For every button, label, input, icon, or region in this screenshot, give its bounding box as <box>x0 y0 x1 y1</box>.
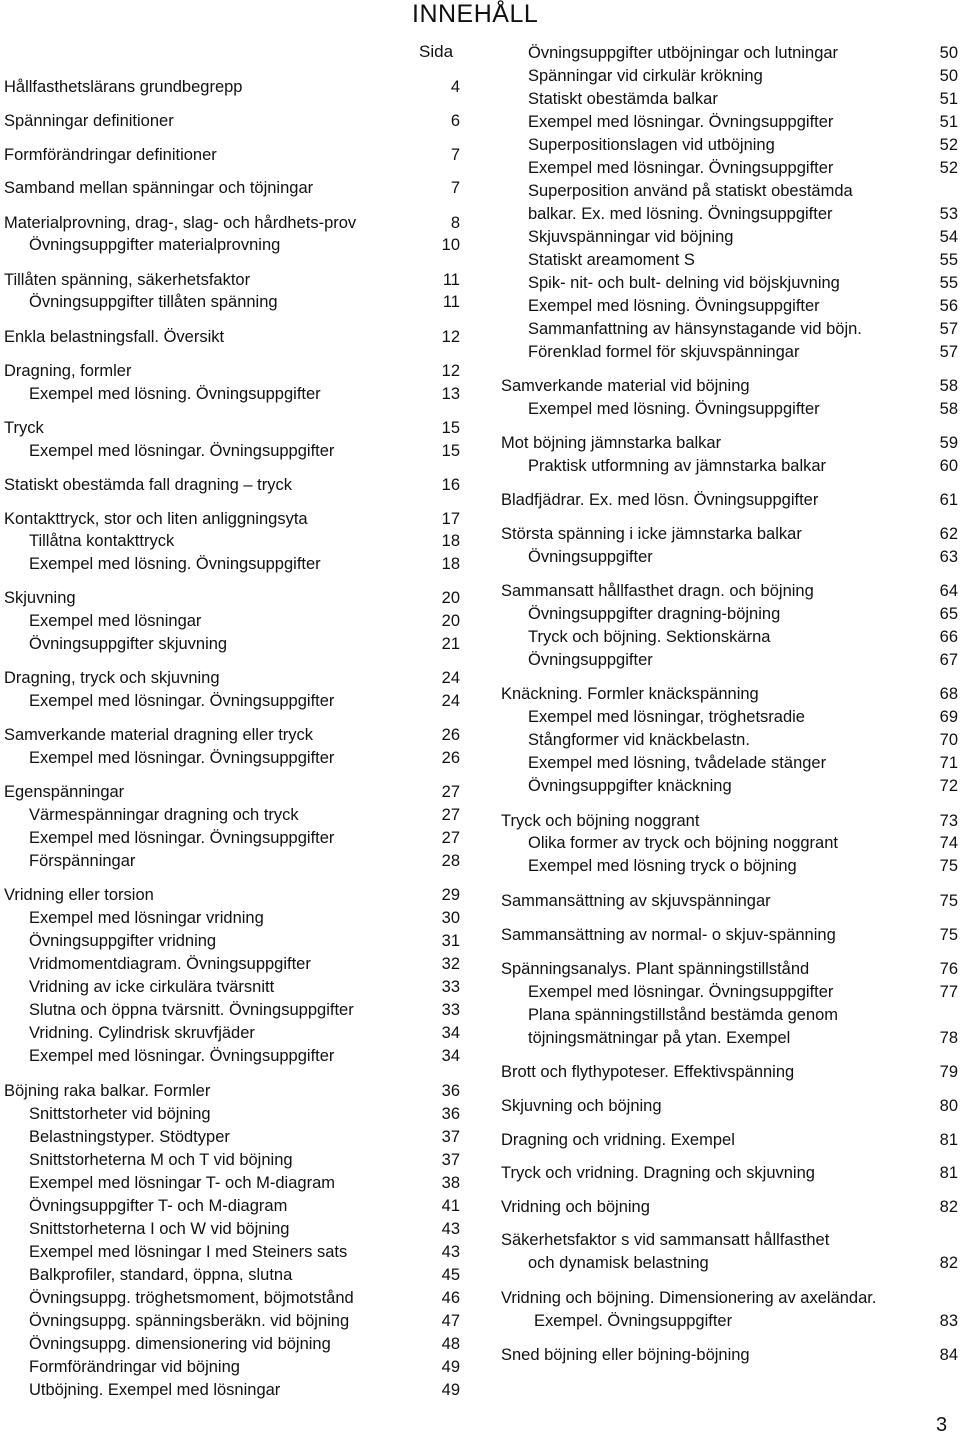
toc-entry-page: 45 <box>441 1266 460 1284</box>
toc-entry <box>0 748 334 768</box>
toc-entry-page: 17 <box>441 510 460 528</box>
toc-entry-title: Skjuvspänningar vid böjning <box>528 228 734 246</box>
toc-entry-title: Tryck och böjning. Sektionskärna <box>528 628 771 646</box>
toc-entry <box>500 1253 709 1273</box>
toc-entry-page: 13 <box>441 385 460 403</box>
toc-entry <box>500 66 763 86</box>
toc-entry-page: 63 <box>939 548 958 566</box>
toc-entry-page: 11 <box>442 293 460 311</box>
page-title: INNEHÅLL <box>412 0 539 28</box>
toc-entry-page: 37 <box>441 1128 460 1146</box>
toc-entry-title: Exempel med lösningar. Övningsuppgifter <box>29 442 335 460</box>
toc-entry <box>0 1311 349 1331</box>
toc-entry-page: 43 <box>441 1243 460 1261</box>
toc-entry-title: Superposition använd på statiskt obestämda <box>528 182 853 200</box>
toc-entry-title: Säkerhetsfaktor s vid sammansatt hållfasthet <box>501 1231 830 1249</box>
toc-entry <box>500 1288 876 1308</box>
toc-entry <box>0 554 321 574</box>
toc-entry <box>0 1357 240 1377</box>
toc-entry <box>500 319 862 339</box>
toc-entry-page: 38 <box>441 1174 460 1192</box>
toc-entry <box>0 1265 292 1285</box>
toc-entry <box>0 178 313 198</box>
toc-entry-title: Enkla belastningsfall. Översikt <box>4 328 225 346</box>
toc-entry-title: Övningsuppgifter vridning <box>29 932 217 950</box>
toc-entry <box>500 204 833 224</box>
toc-entry <box>0 145 217 165</box>
toc-entry-title: Knäckning. Formler knäckspänning <box>501 685 759 703</box>
toc-entry <box>500 376 750 396</box>
toc-entry-title: Plana spänningstillstånd bestämda genom <box>528 1006 839 1024</box>
toc-entry-title: Mot böjning jämnstarka balkar <box>501 434 722 452</box>
toc-entry <box>500 1130 735 1150</box>
toc-entry-title: Övningsuppgifter <box>528 548 653 566</box>
toc-entry-page: 58 <box>939 377 958 395</box>
toc-entry-title: Dragning och vridning. Exempel <box>501 1131 735 1149</box>
toc-entry <box>0 441 334 461</box>
toc-entry-title: och dynamisk belastning <box>528 1254 709 1272</box>
toc-entry-title: Bladfjädrar. Ex. med lösn. Övningsuppgifter <box>501 491 819 509</box>
toc-entry-page: 49 <box>441 1358 460 1376</box>
toc-entry-title: Exempel med lösningar. Övningsuppgifter <box>528 113 834 131</box>
toc-entry-page: 15 <box>441 419 460 437</box>
toc-entry-page: 64 <box>939 582 958 600</box>
toc-entry-title: Exempel med lösningar. Övningsuppgifter <box>29 749 335 767</box>
toc-entry-title: Förenklad formel för skjuvspänningar <box>528 343 800 361</box>
toc-entry-page: 73 <box>939 812 958 830</box>
toc-entry-title: Slutna och öppna tvärsnitt. Övningsuppgifter <box>29 1001 354 1019</box>
toc-entry-title: Tillåten spänning, säkerhetsfaktor <box>4 271 251 289</box>
toc-entry-page: 55 <box>939 251 958 269</box>
toc-entry-page: 79 <box>939 1063 958 1081</box>
toc-entry-title: Exempel med lösningar. Övningsuppgifter <box>29 692 335 710</box>
toc-entry <box>500 891 771 911</box>
toc-entry-title: Praktisk utformning av jämnstarka balkar <box>528 457 827 475</box>
toc-entry <box>0 1219 289 1239</box>
toc-entry-title: Övningsuppgifter <box>528 651 653 669</box>
toc-entry <box>500 433 721 453</box>
toc-entry <box>0 1150 293 1170</box>
toc-entry-title: Olika former av tryck och böjning noggrant <box>528 834 838 852</box>
toc-entry-page: 4 <box>450 78 460 96</box>
toc-entry <box>500 399 820 419</box>
toc-entry-page: 6 <box>450 112 460 130</box>
toc-entry <box>500 490 818 510</box>
toc-entry-page: 50 <box>939 44 958 62</box>
toc-entry <box>0 611 201 631</box>
toc-entry <box>500 925 836 945</box>
toc-entry-title: Övningsuppg. tröghetsmoment, böjmotstånd <box>29 1289 354 1307</box>
toc-entry-page: 70 <box>939 731 958 749</box>
toc-entry-page: 75 <box>939 857 958 875</box>
toc-entry <box>0 1104 211 1124</box>
toc-entry-title: Tillåtna kontakttryck <box>29 532 175 550</box>
toc-entry-title: Formförändringar definitioner <box>4 146 217 164</box>
toc-entry <box>0 1334 331 1354</box>
toc-entry <box>0 270 250 290</box>
toc-entry <box>500 684 759 704</box>
toc-entry <box>0 213 356 233</box>
toc-entry <box>0 668 220 688</box>
toc-entry-title: Vridning eller torsion <box>4 886 154 904</box>
toc-entry-page: 28 <box>441 852 460 870</box>
toc-entry-title: Sammansättning av normal- o skjuv-spänning <box>501 926 836 944</box>
toc-entry-title: Spänningsanalys. Plant spänningstillstånd <box>501 960 810 978</box>
toc-entry-title: Exempel med lösning. Övningsuppgifter <box>528 297 820 315</box>
toc-entry-title: Skjuvning och böjning <box>501 1097 662 1115</box>
toc-entry <box>0 1173 335 1193</box>
toc-entry <box>500 627 770 647</box>
toc-entry-page: 27 <box>441 783 460 801</box>
toc-entry <box>500 982 833 1002</box>
toc-entry-page: 78 <box>939 1029 958 1047</box>
toc-entry <box>500 1028 790 1048</box>
toc-entry-title: Exempel med lösning, tvådelade stänger <box>528 754 827 772</box>
toc-entry <box>0 235 280 255</box>
toc-entry-title: Sammansatt hållfasthet dragn. och böjning <box>501 582 814 600</box>
toc-entry <box>0 1000 354 1020</box>
toc-entry-page: 7 <box>450 146 460 164</box>
toc-entry <box>500 753 826 773</box>
toc-entry-title: Utböjning. Exempel med lösningar <box>29 1381 281 1399</box>
toc-entry <box>500 707 805 727</box>
toc-entry-title: Sammanfattning av hänsynstagande vid böjn. <box>528 320 862 338</box>
toc-entry <box>500 273 840 293</box>
toc-entry-page: 18 <box>441 555 460 573</box>
toc-entry-page: 84 <box>939 1346 958 1364</box>
toc-entry-page: 12 <box>441 362 460 380</box>
toc-entry-page: 74 <box>939 834 958 852</box>
toc-entry-title: Exempel med lösningar T- och M-diagram <box>29 1174 335 1192</box>
toc-entry-page: 18 <box>441 532 460 550</box>
toc-entry-page: 24 <box>441 669 460 687</box>
toc-entry-page: 82 <box>939 1254 958 1272</box>
toc-entry-page: 20 <box>441 589 460 607</box>
toc-entry-title: Värmespänningar dragning och tryck <box>29 806 299 824</box>
toc-entry <box>0 111 174 131</box>
toc-entry <box>0 1127 230 1147</box>
toc-entry <box>500 181 853 201</box>
toc-entry <box>500 856 797 876</box>
toc-entry-page: 82 <box>939 1198 958 1216</box>
toc-entry-page: 76 <box>939 960 958 978</box>
toc-entry-title: Vridning. Cylindrisk skruvfjäder <box>29 1024 255 1042</box>
toc-entry-title: Hållfasthetslärans grundbegrepp <box>4 78 243 96</box>
toc-entry-page: 27 <box>441 829 460 847</box>
toc-entry-title: Övningsuppgifter tillåten spänning <box>29 293 278 311</box>
toc-entry-title: Samband mellan spänningar och töjningar <box>4 179 314 197</box>
toc-entry-title: Övningsuppg. dimensionering vid böjning <box>29 1335 331 1353</box>
toc-entry-title: Exempel med lösningar. Övningsuppgifter <box>29 1047 335 1065</box>
toc-entry <box>500 959 809 979</box>
toc-entry-title: Vridning av icke cirkulära tvärsnitt <box>29 978 275 996</box>
page-column-header: Sida <box>419 42 454 61</box>
toc-entry-page: 33 <box>441 978 460 996</box>
toc-entry <box>500 296 820 316</box>
toc-entry <box>500 1311 732 1331</box>
toc-entry <box>0 1023 255 1043</box>
toc-entry-title: Stångformer vid knäckbelastn. <box>528 731 750 749</box>
toc-entry <box>0 805 299 825</box>
toc-entry <box>500 730 750 750</box>
toc-entry <box>0 782 124 802</box>
toc-entry <box>500 650 653 670</box>
toc-entry-page: 83 <box>939 1312 958 1330</box>
toc-entry <box>0 851 135 871</box>
toc-entry <box>0 691 334 711</box>
toc-entry-page: 43 <box>441 1220 460 1238</box>
toc-entry <box>500 811 699 831</box>
toc-entry-page: 29 <box>441 886 460 904</box>
toc-entry-title: Samverkande material vid böjning <box>501 377 750 395</box>
toc-entry-title: Övningsuppg. spänningsberäkn. vid böjning <box>29 1312 350 1330</box>
toc-entry-title: Vridning och böjning. Dimensionering av axeländar. <box>501 1289 877 1307</box>
toc-entry-page: 62 <box>939 525 958 543</box>
toc-entry <box>0 327 224 347</box>
toc-entry-title: Spänningar vid cirkulär krökning <box>528 67 763 85</box>
toc-entry-page: 65 <box>939 605 958 623</box>
toc-entry-title: Exempel med lösningar <box>29 612 202 630</box>
toc-entry-title: Exempel med lösning. Övningsuppgifter <box>528 400 820 418</box>
toc-entry-title: Spik- nit- och bult- delning vid böjskjuvning <box>528 274 840 292</box>
toc-entry-page: 57 <box>939 320 958 338</box>
toc-entry <box>500 1062 794 1082</box>
toc-entry-page: 80 <box>939 1097 958 1115</box>
toc-entry-page: 71 <box>939 754 958 772</box>
toc-entry-page: 46 <box>441 1289 460 1307</box>
toc-entry-page: 57 <box>939 343 958 361</box>
toc-entry <box>500 1005 838 1025</box>
toc-entry-title: Brott och flythypoteser. Effektivspänning <box>501 1063 795 1081</box>
toc-entry <box>0 1081 210 1101</box>
toc-entry-title: Materialprovning, drag-, slag- och hårdhets-prov <box>4 214 357 232</box>
toc-entry-title: Böjning raka balkar. Formler <box>4 1082 211 1100</box>
toc-entry-page: 59 <box>939 434 958 452</box>
toc-entry <box>0 361 131 381</box>
toc-entry-page: 53 <box>939 205 958 223</box>
toc-entry-page: 36 <box>441 1082 460 1100</box>
toc-entry-page: 12 <box>441 328 460 346</box>
toc-entry <box>500 604 780 624</box>
toc-entry-page: 61 <box>939 491 958 509</box>
toc-entry <box>500 89 718 109</box>
toc-entry-title: Största spänning i icke jämnstarka balkar <box>501 525 802 543</box>
toc-entry <box>0 828 334 848</box>
toc-entry-title: Egenspänningar <box>4 783 125 801</box>
toc-entry-page: 47 <box>441 1312 460 1330</box>
toc-entry <box>0 977 274 997</box>
toc-entry <box>0 384 321 404</box>
toc-entry-title: Statiskt areamoment S <box>528 251 695 269</box>
toc-entry-title: Exempel med lösningar. Övningsuppgifter <box>528 159 834 177</box>
toc-entry <box>0 531 174 551</box>
toc-entry-title: Exempel med lösningar. Övningsuppgifter <box>528 983 834 1001</box>
toc-entry <box>0 885 154 905</box>
toc-entry-page: 34 <box>441 1024 460 1042</box>
toc-entry <box>500 1230 829 1250</box>
toc-entry-page: 32 <box>441 955 460 973</box>
toc-entry-page: 24 <box>441 692 460 710</box>
toc-entry <box>500 158 833 178</box>
toc-entry-page: 67 <box>939 651 958 669</box>
toc-entry-title: Superpositionslagen vid utböjning <box>528 136 775 154</box>
toc-entry-page: 51 <box>939 113 958 131</box>
toc-entry <box>500 112 833 132</box>
toc-entry <box>0 292 278 312</box>
toc-entry <box>500 43 838 63</box>
toc-entry <box>0 1196 287 1216</box>
toc-entry-page: 33 <box>441 1001 460 1019</box>
toc-entry-page: 8 <box>450 214 460 232</box>
toc-entry-page: 21 <box>441 635 460 653</box>
toc-entry <box>500 524 802 544</box>
toc-entry-page: 54 <box>939 228 958 246</box>
toc-entry-title: Tryck <box>4 419 44 437</box>
toc-entry-title: Exempel med lösningar. Övningsuppgifter <box>29 829 335 847</box>
toc-entry-page: 81 <box>939 1164 958 1182</box>
toc-entry <box>0 418 44 438</box>
toc-entry-title: Balkprofiler, standard, öppna, slutna <box>29 1266 293 1284</box>
toc-entry <box>500 547 653 567</box>
toc-entry-page: 15 <box>441 442 460 460</box>
toc-entry-page: 26 <box>441 749 460 767</box>
toc-entry-page: 10 <box>441 236 460 254</box>
toc-entry-page: 52 <box>939 136 958 154</box>
toc-entry-title: Vridmomentdiagram. Övningsuppgifter <box>29 955 311 973</box>
toc-entry <box>0 634 227 654</box>
toc-entry-title: Formförändringar vid böjning <box>29 1358 240 1376</box>
toc-entry-title: balkar. Ex. med lösning. Övningsuppgifter <box>528 205 833 223</box>
toc-entry-title: Snittstorheter vid böjning <box>29 1105 211 1123</box>
toc-entry-page: 20 <box>441 612 460 630</box>
toc-entry-title: Snittstorheterna I och W vid böjning <box>29 1220 290 1238</box>
toc-entry-title: Övningsuppgifter knäckning <box>528 777 732 795</box>
toc-entry-title: Dragning, tryck och skjuvning <box>4 669 220 687</box>
toc-entry-page: 26 <box>441 726 460 744</box>
toc-entry <box>500 776 732 796</box>
toc-entry-page: 55 <box>939 274 958 292</box>
toc-entry-title: Belastningstyper. Stödtyper <box>29 1128 230 1146</box>
toc-entry <box>0 1288 354 1308</box>
toc-entry-title: töjningsmätningar på ytan. Exempel <box>528 1029 791 1047</box>
toc-entry-title: Övningsuppgifter T- och M-diagram <box>29 1197 288 1215</box>
toc-entry-title: Tryck och böjning noggrant <box>501 812 700 830</box>
toc-entry-page: 52 <box>939 159 958 177</box>
toc-entry <box>0 1242 347 1262</box>
toc-entry-title: Exempel med lösning tryck o böjning <box>528 857 797 875</box>
toc-entry-title: Exempel med lösningar vridning <box>29 909 264 927</box>
toc-entry <box>0 1380 280 1400</box>
toc-entry <box>500 1163 815 1183</box>
toc-entry <box>500 581 814 601</box>
toc-entry-title: Förspänningar <box>29 852 136 870</box>
toc-entry <box>0 954 311 974</box>
toc-entry-title: Dragning, formler <box>4 362 132 380</box>
toc-entry-page: 75 <box>939 926 958 944</box>
toc-entry-title: Exempel med lösningar I med Steiners sats <box>29 1243 348 1261</box>
toc-entry-page: 60 <box>939 457 958 475</box>
toc-entry-title: Exempel med lösning. Övningsuppgifter <box>29 555 321 573</box>
toc-entry-page: 72 <box>939 777 958 795</box>
toc-entry-page: 16 <box>441 476 460 494</box>
page-number: 3 <box>936 1414 948 1436</box>
toc-entry-page: 77 <box>939 983 958 1001</box>
toc-entry-page: 50 <box>939 67 958 85</box>
toc-entry-title: Exempel. Övningsuppgifter <box>534 1312 733 1330</box>
toc-entry-page: 11 <box>442 271 460 289</box>
toc-entry <box>500 1197 650 1217</box>
toc-entry-title: Vridning och böjning <box>501 1198 650 1216</box>
toc-entry-page: 81 <box>939 1131 958 1149</box>
toc-entry-page: 27 <box>441 806 460 824</box>
toc-entry-title: Statiskt obestämda balkar <box>528 90 718 108</box>
toc-entry <box>0 475 292 495</box>
toc-entry <box>0 1046 334 1066</box>
toc-entry-title: Tryck och vridning. Dragning och skjuvning <box>501 1164 815 1182</box>
toc-entry-page: 31 <box>441 932 460 950</box>
toc-entry-page: 41 <box>441 1197 460 1215</box>
toc-entry-page: 34 <box>441 1047 460 1065</box>
toc-entry-page: 58 <box>939 400 958 418</box>
toc-entry-page: 37 <box>441 1151 460 1169</box>
toc-entry <box>0 725 313 745</box>
toc-entry-page: 51 <box>939 90 958 108</box>
toc-entry-title: Sammansättning av skjuvspänningar <box>501 892 771 910</box>
toc-entry-title: Exempel med lösning. Övningsuppgifter <box>29 385 321 403</box>
toc-entry <box>500 1096 662 1116</box>
toc-entry <box>500 135 775 155</box>
toc-entry-page: 66 <box>939 628 958 646</box>
toc-entry-page: 69 <box>939 708 958 726</box>
toc-entry-page: 75 <box>939 892 958 910</box>
toc-entry-page: 56 <box>939 297 958 315</box>
toc-entry-title: Samverkande material dragning eller tryck <box>4 726 314 744</box>
toc-entry-title: Övningsuppgifter materialprovning <box>29 236 281 254</box>
toc-entry-page: 7 <box>450 179 460 197</box>
toc-entry-page: 49 <box>441 1381 460 1399</box>
toc-entry <box>500 227 733 247</box>
toc-entry-title: Övningsuppgifter skjuvning <box>29 635 228 653</box>
toc-entry <box>0 931 216 951</box>
toc-entry <box>0 77 243 97</box>
toc-entry-page: 48 <box>441 1335 460 1353</box>
toc-entry-title: Spänningar definitioner <box>4 112 174 130</box>
toc-entry-title: Snittstorheterna M och T vid böjning <box>29 1151 293 1169</box>
toc-entry <box>0 588 76 608</box>
toc-entry-title: Kontakttryck, stor och liten anliggningsyta <box>4 510 308 528</box>
toc-entry-title: Skjuvning <box>4 589 76 607</box>
toc-entry <box>500 250 695 270</box>
toc-entry-title: Statiskt obestämda fall dragning – tryck <box>4 476 292 494</box>
toc-entry <box>0 509 308 529</box>
toc-entry <box>0 908 264 928</box>
toc-entry <box>500 342 799 362</box>
toc-entry-page: 30 <box>441 909 460 927</box>
toc-entry-page: 68 <box>939 685 958 703</box>
toc-entry <box>500 1345 750 1365</box>
toc-entry-title: Övningsuppgifter utböjningar och lutningar <box>528 44 839 62</box>
toc-entry-title: Övningsuppgifter dragning-böjning <box>528 605 781 623</box>
toc-entry-title: Sned böjning eller böjning-böjning <box>501 1346 750 1364</box>
toc-entry-title: Exempel med lösningar, tröghetsradie <box>528 708 805 726</box>
toc-entry <box>500 456 826 476</box>
toc-entry <box>500 833 838 853</box>
toc-entry-page: 36 <box>441 1105 460 1123</box>
